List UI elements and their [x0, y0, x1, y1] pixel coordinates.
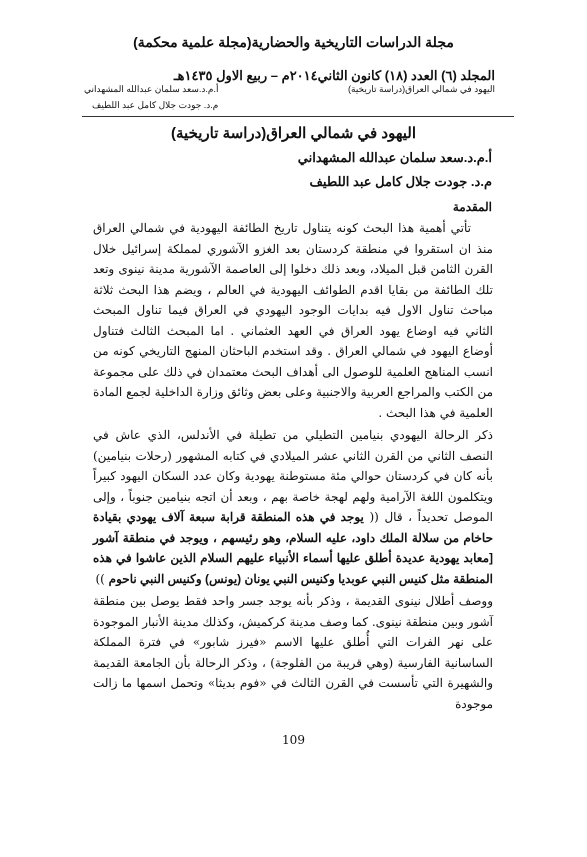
journal-title: مجلة الدراسات التاريخية والحضارية(مجلة علمية محكمة) [133, 34, 454, 50]
running-author-1: أ.م.د.سعد سلمان عبدالله المشهداني [84, 84, 219, 94]
issue-line: المجلد (٦) العدد (١٨) كانون الثاني٢٠١٤م – ربيع الاول ١٤٣٥هـ [173, 68, 495, 83]
paragraph-benjamin [93, 425, 493, 589]
benjamin-quote: يوجد في هذه المنطقة قرابة سبعة آلاف يهودي بقيادة حاخام من سلالة الملك داود، عليه السلام، وهو رئيسهم ، ويوجد في منطقة آشور [معابد يهودية عديدة أطلق عليها أسماء الأنبياء عليهم السلام الذين عاشوا في هذه المنطقة مثل كنيس النبي عوبديا وكنيس النبي يونان (يونس) وكنيس النبي ناحوم [93, 510, 493, 586]
paragraph-benjamin-start: ذكر الرحالة اليهودي بنيامين التطيلي من تطيلة في الأندلس، الذي عاش في النصف الثاني من القرن الثاني عشر الميلادي في كتابه المشهور (رحلات بنيامين) بأنه كان في كردستان حوالي مئة مستوطنة يهودية وكان عدد السكان اليهود كبيراً ويتكلمون اللغة الآرامية ولهم لهجة خاصة بهم ، وبعد أن اتجه بنيامين جنوباً ، وإلى الموصل تحديداً ، قال (( [93, 428, 493, 524]
author-2: م.د. جودت جلال كامل عبد اللطيف [309, 174, 492, 189]
author-1: أ.م.د.سعد سلمان عبدالله المشهداني [297, 150, 492, 165]
body-text [93, 218, 493, 716]
header-rule [82, 116, 514, 117]
running-author-2: م.د. جودت جلال كامل عبد اللطيف [92, 100, 219, 110]
paragraph-nineveh: ووصف أطلال نينوى القديمة ، وذكر بأنه يوجد جسر واحد فقط يوصل بين منطقة آشور وبين منطقة نينوى. كما وصف مدينة كركميش، وكذلك مدينة الأنبار الموجودة على نهر الفرات التي أُطلق عليها الاسم «فيرز شابور» في فترة المملكة الساسانية الفارسية (وهي قريبة من الفلوجة) ، وذكر الرحالة بأن الجامعة القديمة والشهيرة التي تأسست في القرن الثالث في «فوم بديثا» وتحمل اسمها ما زالت موجودة [93, 594, 494, 711]
paragraph-intro: تأتي أهمية هذا البحث كونه يتناول تاريخ الطائفة اليهودية في شمالي العراق منذ ان استقروا في منطقة كردستان بعد الغزو الآشوري لمملكة إسرائيل خلال القرن الثامن قبل الميلاد، وبعد ذلك دخلوا إلى العاصمة الآشورية مدينة نينوى وتعد تلك الطائفة من بقايا اقدم الطوائف اليهودية في العالم ، ويضم هذا البحث ثلاثة مباحث تناول الاول فيه بدايات الوجود اليهودي في العراق فيما تناول المبحث الثاني فيه اوضاع يهود العراق في العهد العثماني . اما المبحث الثالث فتناول أوضاع اليهود في شمالي العراق . وقد استخدم الباحثان المنهج التاريخي كونه من انسب المناهج العلمية للوصول الى أهداف البحث معتمدان في ذلك على مجموعة من الكتب والمراجع العربية والاجنبية وعلى بعض وثائق وزارة الداخلية لجمع المادة العلمية في هذا البحث . [93, 221, 493, 420]
quote-close: )) [95, 571, 109, 586]
article-title: اليهود في شمالي العراق(دراسة تاريخية) [171, 125, 416, 142]
page-number: 109 [282, 733, 305, 747]
section-heading: المقدمة [452, 200, 492, 214]
running-title: اليهود في شمالي العراق(دراسة تاريخية) [348, 84, 495, 94]
